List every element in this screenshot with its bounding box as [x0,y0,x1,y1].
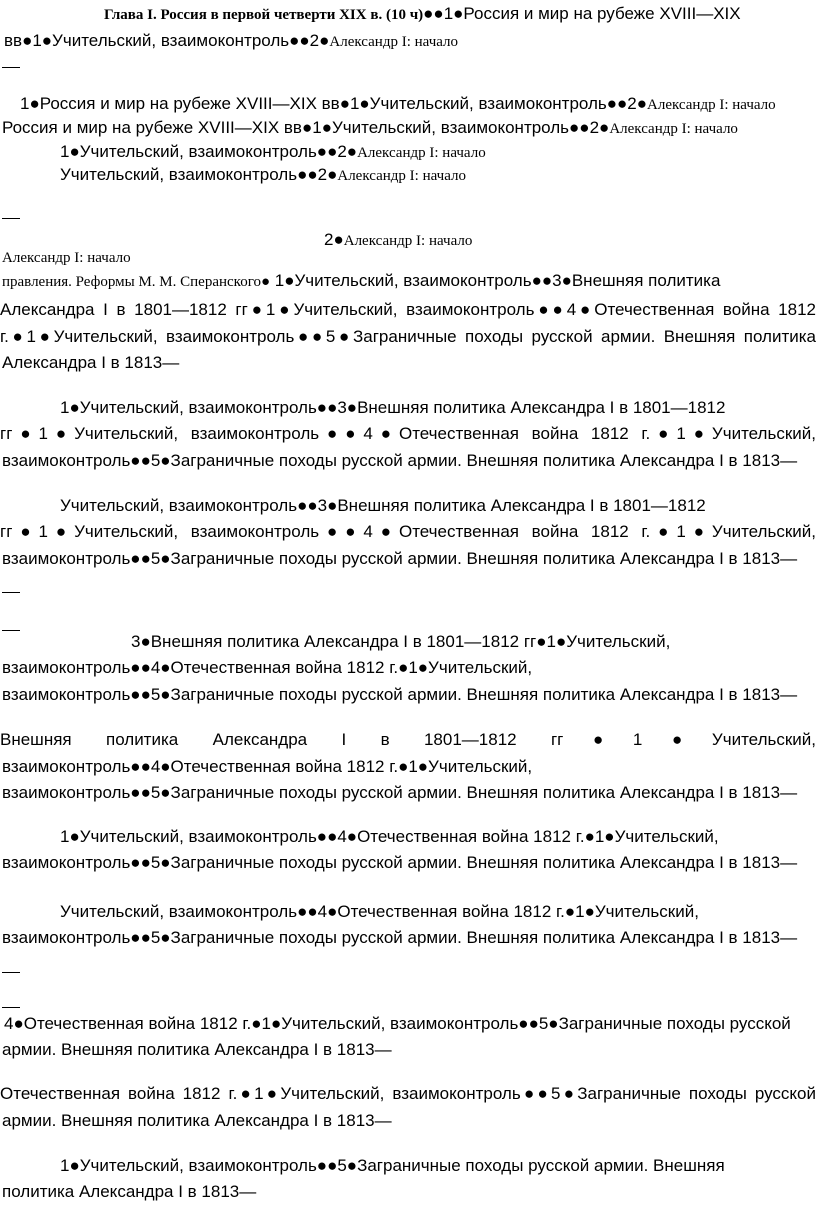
divider [2,218,20,219]
text-segment: Александр I: начало [647,97,776,113]
divider [2,972,20,973]
divider [2,592,20,593]
text-line: Учительский, взаимоконтроль●●4●Отечественная война 1812 г.●1●Учительский, [60,902,699,921]
text-line: гг●1●Учительский, взаимоконтроль●●4●Отечественная война 1812 г.●1●Учительский, [0,522,816,541]
text-line: гг●1●Учительский, взаимоконтроль●●4●Отечественная война 1812 г.●1●Учительский, [0,424,816,443]
text-line: взаимоконтроль●●5●Заграничные походы русской армии. Внешняя политика Александра I в 1813— [2,853,798,872]
text-segment: Александр I: начало [337,168,466,184]
divider [2,630,20,631]
divider [2,67,20,68]
text-line: Александра I в 1801—1812 гг●1●Учительский, взаимоконтроль●●4●Отечественная война 1812 [0,300,816,319]
text-line: 1●Учительский, взаимоконтроль●●3●Внешняя политика Александра I в 1801—1812 [60,398,726,417]
text-line [324,230,472,251]
text-line: взаимоконтроль●●5●Заграничные походы русской армии. Внешняя политика Александра I в 1813— [2,451,798,470]
text-segment: Александр I: начало [329,34,459,50]
text-line: армии. Внешняя политика Александра I в 1813— [2,1040,392,1059]
heading-bullets: ●● [423,4,444,23]
text-line: взаимоконтроль●●4●Отечественная война 1812 г.●1●Учительский, [2,658,533,677]
text-line: Учительский, взаимоконтроль●●3●Внешняя политика Александра I в 1801—1812 [60,496,706,515]
text-line [4,31,458,52]
text-line: 3●Внешняя политика Александра I в 1801—1812 гг●1●Учительский, [131,632,671,651]
text-line: 1●Учительский, взаимоконтроль●●4●Отечественная война 1812 г.●1●Учительский, [60,827,719,846]
text-segment: 2● [324,230,344,249]
text-line [2,118,738,139]
text-segment: 1●Россия и мир на рубеже XVIII—XIX вв●1●Учительский, взаимоконтроль●●2● [20,94,648,113]
text-line: Александра I в 1813— [2,353,180,372]
text-line: взаимоконтроль●●5●Заграничные походы русской армии. Внешняя политика Александра I в 1813— [2,685,798,704]
text-segment: Александр I: начало [609,121,738,137]
divider [2,1007,20,1008]
text-line: взаимоконтроль●●4●Отечественная война 1812 г.●1●Учительский, [2,757,533,776]
text-line: 1●Учительский, взаимоконтроль●●5●Заграничные походы русской армии. Внешняя [60,1156,725,1175]
chapter-heading [104,4,741,25]
text-line [60,142,486,163]
text-line: армии. Внешняя политика Александра I в 1813— [2,1111,392,1130]
text-line: взаимоконтроль●●5●Заграничные походы русской армии. Внешняя политика Александра I в 1813— [2,783,798,802]
text-segment: 1●Учительский, взаимоконтроль●●2● [60,142,358,161]
text-line: Отечественная война 1812 г.●1●Учительский, взаимоконтроль●●5●Заграничные походы русской [0,1084,816,1103]
text-line [20,94,776,115]
text-line [60,165,466,186]
text-line: взаимоконтроль●●5●Заграничные походы русской армии. Внешняя политика Александра I в 1813— [2,549,798,568]
text-segment: Александр I: начало [357,145,486,161]
text-line [2,271,720,292]
text-segment: 1●Учительский, взаимоконтроль●●3●Внешняя политика [270,271,721,290]
text-line: Александр I: начало [2,250,131,266]
chapter-title: Глава I. Россия в первой четверти XIX в. (10 ч) [104,7,424,23]
text-line: 4●Отечественная война 1812 г.●1●Учительский, взаимоконтроль●●5●Заграничные походы русской [4,1014,791,1033]
text-segment: Учительский, взаимоконтроль●●2● [60,165,338,184]
text-segment: вв●1●Учительский, взаимоконтроль●●2● [4,31,330,50]
text-line: г.●1●Учительский, взаимоконтроль●●5●Заграничные походы русской армии. Внешняя политика [0,327,816,346]
heading-item-1: 1●Россия и мир на рубеже XVIII—XIX [443,4,741,23]
text-line: Внешняя политика Александра I в 1801—1812 гг●1●Учительский, [0,730,816,749]
text-segment: Россия и мир на рубеже XVIII—XIX вв●1●Учительский, взаимоконтроль●●2● [2,118,610,137]
text-segment: правления. Реформы М. М. Сперанского● [2,274,271,290]
text-line: политика Александра I в 1813— [2,1182,257,1201]
text-segment: Александр I: начало [343,233,473,249]
text-line: взаимоконтроль●●5●Заграничные походы русской армии. Внешняя политика Александра I в 1813— [2,928,798,947]
